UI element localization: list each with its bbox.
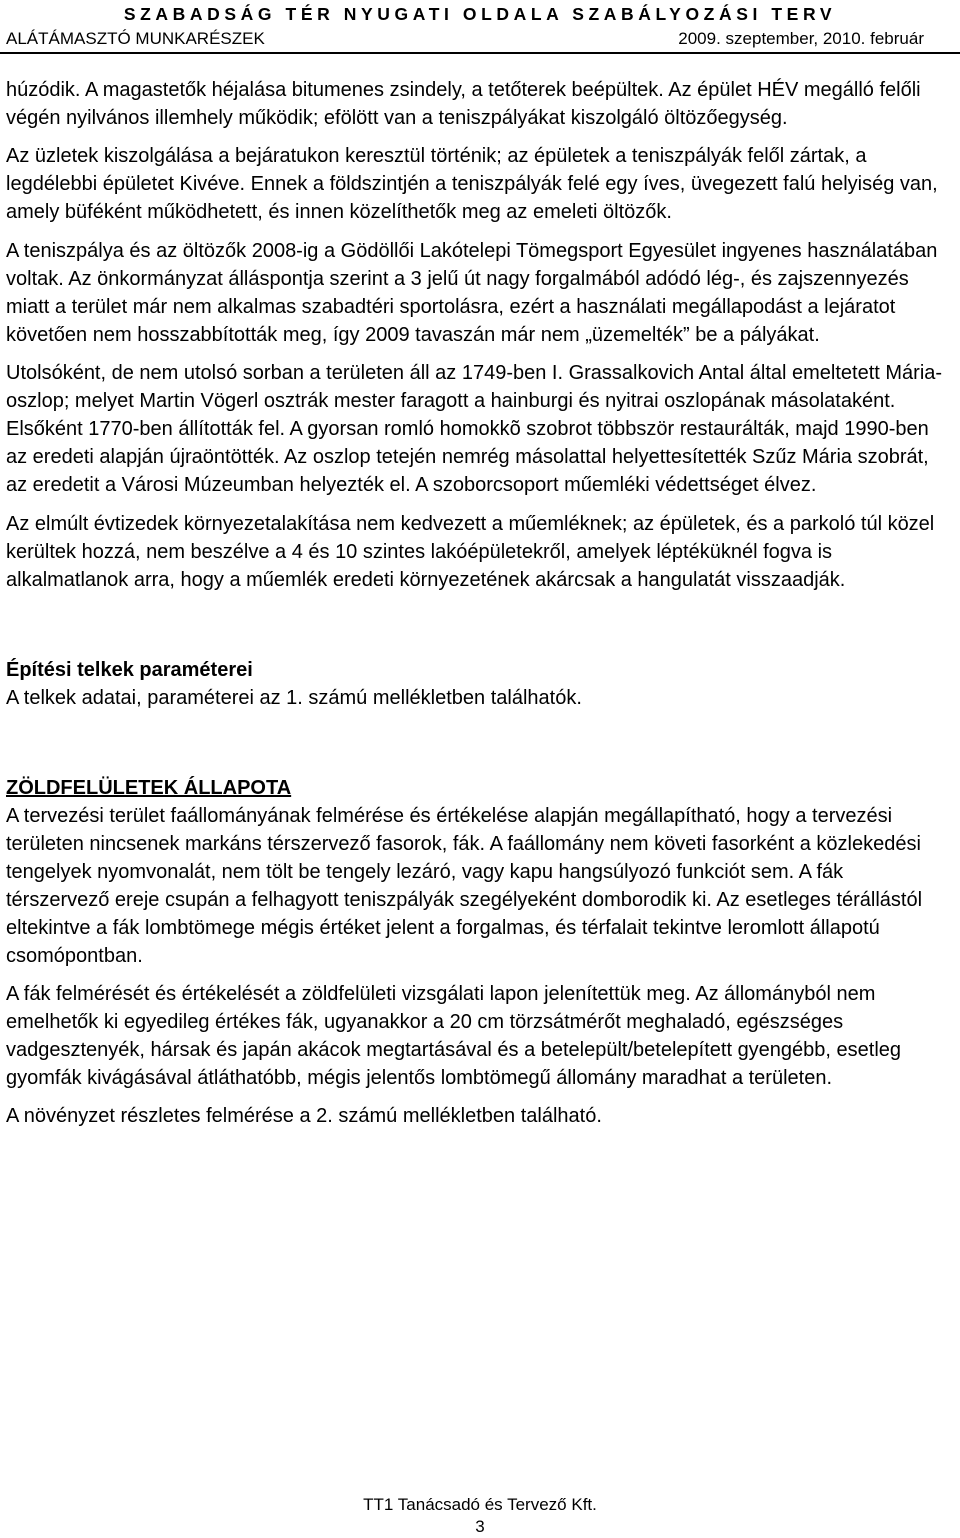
paragraph-environment: Az elmúlt évtizedek környezetalakítása nem kedvezett a műemléknek; az épületek, és a parkoló túl közel kerültek hozzá, nem beszélve a 4 és 10 szintes lakóépületekről, amelyek léptéküknél fogva is alkalmatlanok arra, hogy a műemlék eredeti környezetének akárcsak a hangulatát visszaadják.	[6, 513, 935, 591]
section-heading-building-plots: Építési telkek paraméterei	[6, 659, 253, 681]
paragraph-vegetation-annex: A növényzet részletes felmérése a 2. számú mellékletben található.	[6, 1105, 602, 1127]
paragraph-maria-column: Utolsóként, de nem utolsó sorban a területen áll az 1749-ben I. Grassalkovich Antal által emeltetett Mária-oszlop; melyet Martin Vögerl osztrák mester faragott a hainburgi és nyitrai oszlopának másolataként. Elsőként 1770-ben állították fel. A gyorsan romló homokkõ szobrot többször restaurálták, majd 1990-ben az eredeti alapján újraöntötték. Az oszlop tetején nemrég másolattal helyettesítették Szűz Mária szobrát, az eredetit a Városi Múzeumban helyezték el. A szoborcsoport műemléki védettséget élvez.	[6, 362, 943, 496]
paragraph-tree-evaluation: A fák felmérését és értékelését a zöldfelületi vizsgálati lapon jelenítettük meg. Az állományból nem emelhetők ki egyedileg értékes fák, ugyanakkor a 20 cm törzsátmérőt meghaladó, egészséges vadgesztenyék, hársak és japán akácok megtartásával és a betelepült/betelepített gyengébb, esetleg gyomfák kivágásával átláthatóbb, mégis jelentős lombtömegű állomány maradhat a területen.	[6, 983, 902, 1089]
document-title: SZABADSÁG TÉR NYUGATI OLDALA SZABÁLYOZÁSI TERV	[123, 4, 837, 24]
paragraph-shops-service: Az üzletek kiszolgálása a bejáratukon keresztül történik; az épületek a teniszpályák felől zártak, a legdélebbi épületet Kivéve. Ennek a földszintjén a teniszpályák felé egy íves, üvegezett falú helyiség van, amely büféként működhetett, és innen közelíthetők meg az emeleti öltözők.	[6, 145, 938, 223]
section-heading-green-areas: ZÖLDFELÜLETEK ÁLLAPOTA	[6, 777, 292, 799]
document-date: 2009. szeptember, 2010. február	[678, 29, 924, 48]
page-header	[0, 0, 960, 56]
header-divider	[0, 52, 960, 54]
page-number: 3	[475, 1517, 485, 1536]
footer-company: TT1 Tanácsadó és Tervező Kft.	[363, 1495, 597, 1514]
paragraph-plot-data: A telkek adatai, paraméterei az 1. számú mellékletben találhatók.	[6, 687, 582, 709]
paragraph-tennis-courts: A teniszpálya és az öltözők 2008-ig a Gödöllői Lakótelepi Tömegsport Egyesület ingyenes használatában voltak. Az önkormányzat álláspontja szerint a 3 jelű út nagy forgalmából adódó lég-, és zajszennyezés miatt a terület már nem alkalmas szabadtéri sportolásra, ezért a használati megállapodást a lejáratot követően nem hosszabbították meg, így 2009 tavaszán már nem „üzemelték” be a pályákat.	[6, 240, 938, 346]
document-body	[6, 76, 951, 1130]
paragraph-building-roofs: húzódik. A magastetők héjalása bitumenes zsindely, a tetőterek beépültek. Az épület HÉV megálló felőli végén nyilvános illemhely működik; efölött van a teniszpályákat kiszolgáló öltözőegység.	[6, 79, 921, 129]
paragraph-tree-survey: A tervezési terület faállományának felmérése és értékelése alapján megállapítható, hogy a tervezési területen nincsenek markáns térszervező fasorok, fák. A faállomány nem követi fasorként a közlekedési tengelyek nyomvonalát, nem tölt be tengely lezáró, vagy kapu hangsúlyozó funkciót sem. A fák térszervező ereje csupán a felhagyott teniszpályák szegélyeként domborodik ki. Az esetleges térállástól eltekintve a fák lombtömege mégis értéket jelent a forgalmas, és térfalait tekintve leromlott állapotú csomópontban.	[6, 805, 923, 967]
document-subtitle: ALÁTÁMASZTÓ MUNKARÉSZEK	[6, 29, 265, 48]
